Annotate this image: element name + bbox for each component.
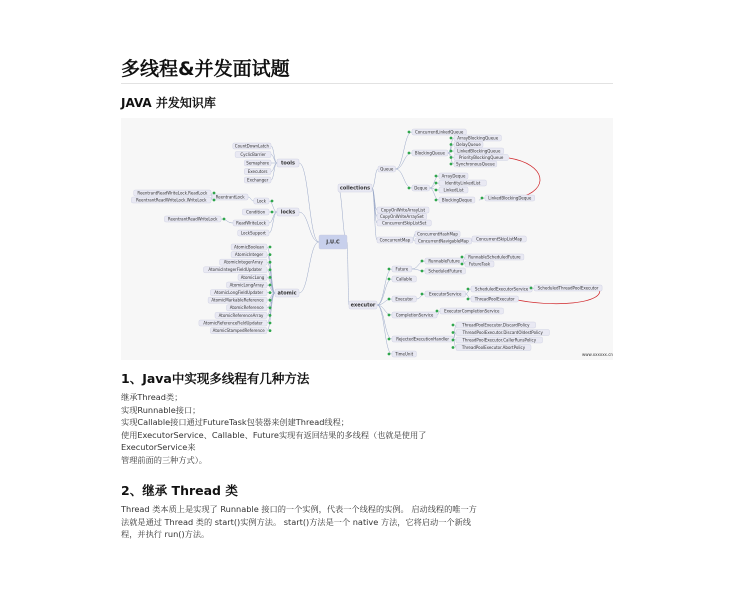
svg-text:SynchronousQueue: SynchronousQueue (455, 161, 495, 167)
bullet-icon (450, 143, 453, 146)
svg-text:executor: executor (350, 302, 376, 309)
svg-text:ReentrantReadWriteLock.WriteLo: ReentrantReadWriteLock.WriteLock (135, 197, 207, 203)
node-delayqueue (450, 142, 483, 148)
svg-text:AtomicLongFieldUpdater: AtomicLongFieldUpdater (214, 290, 264, 295)
svg-text:BlockingDeque: BlockingDeque (441, 197, 472, 203)
svg-text:ThreadPoolExecutor.AbortPolicy: ThreadPoolExecutor.AbortPolicy (461, 344, 526, 350)
node-concurrentmap (377, 237, 413, 243)
node-runnablefuture (421, 258, 464, 264)
node-callable (388, 276, 417, 282)
svg-text:ArrayBlockingQueue: ArrayBlockingQueue (457, 135, 499, 141)
svg-text:Condition: Condition (246, 209, 266, 215)
diagram-watermark: www.xxxxxx.cn (582, 352, 613, 357)
bullet-icon (269, 299, 272, 302)
relation-arrow (509, 158, 540, 198)
node-atomicboolean (231, 244, 271, 250)
bullet-icon (452, 331, 455, 334)
section-2-line: 法就是通过 Thread 类的 start()实例方法。 start()方法是一个 native 方法，它将启动一个新线 (121, 516, 471, 527)
bullet-icon (421, 270, 424, 273)
section-1-line: 管理前面的三种方式）。 (121, 454, 207, 465)
bullet-icon (530, 287, 533, 290)
bullet-icon (435, 175, 438, 178)
bullet-icon (435, 189, 438, 192)
node-blockingqueue (408, 150, 448, 156)
node-threadpoolexecutor-discardpolicy (452, 322, 536, 328)
svg-text:CyclicBarrier: CyclicBarrier (240, 151, 266, 157)
node-atomicintegerarray (220, 259, 272, 265)
node-cyclicbarrier (235, 152, 271, 158)
node-rejectedexecutionhandler (388, 336, 454, 342)
bullet-icon (450, 156, 453, 159)
node-condition (242, 209, 273, 215)
node-scheduledexecutorservice (467, 286, 533, 292)
svg-text:AtomicLong: AtomicLong (240, 274, 265, 280)
svg-text:ReentrantReadWriteLock: ReentrantReadWriteLock (167, 216, 218, 222)
node-blockingdeque (435, 197, 475, 203)
node-atomicmarkablereference (208, 297, 271, 303)
svg-text:ConcurrentMap: ConcurrentMap (379, 237, 411, 243)
svg-text:ReentrantLock: ReentrantLock (215, 194, 245, 200)
svg-text:ReentrantReadWriteLock.ReadLoc: ReentrantReadWriteLock.ReadLock (137, 190, 208, 196)
svg-text:ScheduledExecutorService: ScheduledExecutorService (474, 286, 529, 292)
svg-text:BlockingQueue: BlockingQueue (414, 150, 446, 156)
section-1-line: 实现Callable接口通过FutureTask包装器来创建Thread线程； (121, 417, 349, 427)
node-arraydeque (435, 173, 468, 179)
svg-text:LinkedList: LinkedList (443, 187, 464, 193)
juc-mindmap (121, 118, 613, 360)
node-semaphore (244, 160, 271, 166)
node-atomicreferencearray (215, 312, 271, 318)
bullet-icon (271, 211, 274, 214)
node-reentrantreadwritelock (164, 216, 225, 222)
bullet-icon (461, 263, 464, 266)
bullet-icon (269, 322, 272, 325)
node-atomicinteger (231, 252, 271, 258)
page-subtitle: JAVA 并发知识库 (121, 96, 216, 110)
bullet-icon (269, 284, 272, 287)
bullet-icon (467, 298, 470, 301)
svg-text:Callable: Callable (396, 276, 413, 282)
page-title: 多线程&并发面试题 (121, 58, 290, 80)
svg-text:ThreadPoolExecutor.DiscardOlde: ThreadPoolExecutor.DiscardOldestPolicy (462, 329, 543, 335)
svg-text:ReadWriteLock: ReadWriteLock (236, 220, 266, 226)
bullet-icon (435, 199, 438, 202)
svg-text:RunnableFuture: RunnableFuture (428, 258, 460, 264)
svg-text:ThreadPoolExecutor: ThreadPoolExecutor (474, 296, 515, 302)
svg-text:atomic: atomic (277, 290, 297, 297)
svg-text:AtomicBoolean: AtomicBoolean (234, 244, 265, 250)
svg-text:PriorityBlockingQueue: PriorityBlockingQueue (458, 154, 504, 160)
svg-text:ThreadPoolExecutor.CallerRunsP: ThreadPoolExecutor.CallerRunsPolicy (462, 337, 537, 343)
bullet-icon (481, 197, 484, 200)
svg-text:Exchanger: Exchanger (247, 177, 269, 183)
bullet-icon (435, 182, 438, 185)
svg-text:ConcurrentNavigableMap: ConcurrentNavigableMap (417, 238, 469, 244)
svg-text:ThreadPoolExecutor.DiscardPoli: ThreadPoolExecutor.DiscardPolicy (462, 322, 530, 328)
bullet-icon (388, 314, 391, 317)
node-priorityblockingqueue (450, 155, 509, 161)
section-2-line: 程，并执行 run()方法。 (121, 529, 210, 539)
bullet-icon (436, 310, 439, 313)
node-queue (378, 166, 396, 172)
section-2-heading: 2、继承 Thread 类 (121, 483, 238, 498)
node-identitylinkedlist (435, 180, 487, 186)
bullet-icon (213, 199, 216, 202)
bullet-icon (421, 293, 424, 296)
svg-text:Lock: Lock (256, 198, 266, 204)
bullet-icon (269, 329, 272, 332)
node-atomicintegerfieldupdater (204, 267, 272, 273)
node-linkedlist (435, 187, 468, 193)
node-completionservice (388, 312, 438, 318)
bullet-icon (271, 200, 274, 203)
svg-text:LinkedBlockingDeque: LinkedBlockingDeque (488, 195, 532, 201)
bullet-icon (388, 278, 391, 281)
node-reentrantlock (212, 194, 248, 200)
node-executor (388, 296, 417, 302)
section-2-body (121, 503, 491, 541)
bullet-icon (213, 192, 216, 195)
bullet-icon (452, 346, 455, 349)
node-linkedblockingqueue (450, 148, 504, 154)
svg-text:AtomicIntegerFieldUpdater: AtomicIntegerFieldUpdater (208, 267, 263, 273)
svg-text:ScheduledThreadPoolExecutor: ScheduledThreadPoolExecutor (537, 285, 599, 291)
node-executorservice (421, 291, 466, 297)
node-threadpoolexecutor-discardoldestpolicy (452, 330, 550, 336)
branch-tools (277, 159, 299, 167)
svg-text:AtomicStampedReference: AtomicStampedReference (212, 328, 265, 333)
node-atomiclongarray (227, 282, 272, 288)
section-1-line: 继承Thread类； (121, 392, 183, 402)
svg-text:J.U.C: J.U.C (326, 239, 340, 246)
node-reentrantreadwritelock-writelock (131, 197, 215, 203)
svg-text:Executors: Executors (247, 168, 268, 174)
svg-text:collections: collections (339, 185, 371, 192)
bullet-icon (461, 256, 464, 259)
branch-atomic (275, 289, 299, 297)
svg-text:AtomicReferenceFieldUpdater: AtomicReferenceFieldUpdater (203, 320, 263, 326)
node-copyonwritearrayset (377, 214, 427, 220)
bullet-icon (269, 291, 272, 294)
bullet-icon (269, 276, 272, 279)
node-threadpoolexecutor (467, 296, 519, 302)
node-concurrenthashmap (415, 231, 460, 237)
bullet-icon (450, 150, 453, 153)
svg-text:TimeUnit: TimeUnit (395, 351, 414, 357)
svg-text:Deque: Deque (414, 185, 428, 191)
mindmap-svg (121, 118, 613, 360)
bullet-icon (269, 261, 272, 264)
section-1-line: 实现Runnable接口； (121, 404, 201, 415)
bullet-icon (450, 163, 453, 166)
section-1-heading: 1、Java中实现多线程有几种方法 (121, 371, 310, 386)
svg-text:DelayQueue: DelayQueue (456, 141, 481, 147)
svg-text:AtomicReferenceArray: AtomicReferenceArray (218, 312, 264, 318)
node-executorcompletionservice (436, 308, 504, 314)
title-divider (121, 83, 613, 84)
svg-text:ExecutorCompletionService: ExecutorCompletionService (444, 308, 500, 314)
svg-text:tools: tools (281, 160, 295, 167)
svg-text:CountDownLatch: CountDownLatch (234, 143, 270, 149)
bullet-icon (269, 314, 272, 317)
node-linkedblockingdeque (481, 195, 535, 201)
bullet-icon (269, 306, 272, 309)
node-atomicreference (227, 305, 272, 311)
node-concurrentskiplistset (377, 220, 431, 226)
svg-text:FutureTask: FutureTask (468, 261, 491, 267)
bullet-icon (408, 152, 411, 155)
bullet-icon (452, 324, 455, 327)
svg-text:IdentityLinkedList: IdentityLinkedList (445, 180, 481, 186)
bullet-icon (269, 246, 272, 249)
svg-text:ArrayDeque: ArrayDeque (441, 173, 466, 179)
svg-text:Executor: Executor (395, 296, 414, 302)
node-runnablescheduledfuture (461, 254, 524, 260)
branch-collections (338, 184, 372, 192)
svg-text:locks: locks (280, 209, 296, 216)
bullet-icon (388, 268, 391, 271)
svg-text:ConcurrentHashMap: ConcurrentHashMap (417, 231, 458, 237)
svg-text:CopyOnWriteArraySet: CopyOnWriteArraySet (379, 213, 424, 219)
svg-text:LockSupport: LockSupport (240, 230, 266, 236)
svg-text:ExecutorService: ExecutorService (429, 291, 462, 297)
svg-text:CompletionService: CompletionService (395, 312, 434, 318)
node-locksupport (238, 230, 269, 236)
node-concurrentnavigablemap (415, 238, 472, 244)
svg-text:RejectedExecutionHandler: RejectedExecutionHandler (396, 336, 449, 342)
section-1-body (121, 391, 491, 466)
bullet-icon (452, 339, 455, 342)
svg-text:Semaphore: Semaphore (246, 160, 270, 166)
svg-text:Future: Future (395, 266, 409, 272)
svg-text:ScheduledFuture: ScheduledFuture (428, 268, 463, 274)
node-reentrantreadwritelock-readlock (134, 190, 216, 196)
svg-text:AtomicMarkableReference: AtomicMarkableReference (211, 297, 264, 303)
bullet-icon (421, 260, 424, 263)
node-scheduledthreadpoolexecutor (530, 285, 603, 291)
node-concurrentlinkedqueue (408, 129, 467, 135)
node-exchanger (244, 177, 271, 183)
node-threadpoolexecutor-callerrunspolicy (452, 337, 543, 343)
node-atomicstampedreference (210, 328, 271, 334)
svg-text:ConcurrentSkipListSet: ConcurrentSkipListSet (382, 220, 427, 226)
center-node-juc (319, 235, 347, 249)
node-atomicreferencefieldupdater (199, 320, 272, 326)
svg-text:ConcurrentSkipListMap: ConcurrentSkipListMap (476, 236, 523, 242)
section-2-line: Thread 类本质上是实现了 Runnable 接口的一个实例，代表一个线程的实例。 启动线程的唯一方 (121, 504, 477, 514)
bullet-icon (269, 268, 272, 271)
node-atomiclong (238, 274, 271, 280)
bullet-icon (408, 131, 411, 134)
svg-text:ConcurrentLinkedQueue: ConcurrentLinkedQueue (414, 129, 464, 135)
node-atomiclongfieldupdater (210, 290, 271, 296)
node-synchronousqueue (450, 161, 497, 167)
bullet-icon (388, 298, 391, 301)
bullet-icon (467, 288, 470, 291)
node-threadpoolexecutor-abortpolicy (452, 345, 531, 351)
node-countdownlatch (233, 143, 271, 149)
branch-locks (277, 208, 299, 216)
bullet-icon (388, 353, 391, 356)
node-copyonwritearraylist (377, 207, 429, 213)
svg-text:LinkedBlockingQueue: LinkedBlockingQueue (457, 148, 501, 154)
node-timeunit (388, 351, 417, 357)
node-executors (244, 169, 271, 175)
node-futuretask (461, 261, 494, 267)
bullet-icon (223, 218, 226, 221)
svg-text:AtomicLongArray: AtomicLongArray (229, 282, 264, 288)
node-arrayblockingqueue (450, 135, 502, 141)
svg-text:AtomicIntegerArray: AtomicIntegerArray (223, 259, 263, 265)
svg-text:AtomicInteger: AtomicInteger (234, 252, 264, 257)
bullet-icon (388, 338, 391, 341)
bullet-icon (269, 253, 272, 256)
branch-executor (349, 301, 377, 309)
svg-text:CopyOnWriteArrayList: CopyOnWriteArrayList (380, 207, 426, 213)
svg-text:AtomicReference: AtomicReference (229, 305, 264, 311)
bullet-icon (450, 137, 453, 140)
node-readwritelock (233, 220, 269, 226)
bullet-icon (408, 187, 411, 190)
svg-text:Queue: Queue (380, 166, 394, 172)
node-lock (254, 198, 274, 204)
svg-text:RunnableScheduledFuture: RunnableScheduledFuture (468, 254, 521, 260)
node-concurrentskiplistmap (472, 236, 526, 242)
node-scheduledfuture (421, 268, 466, 274)
section-1-line: 使用ExecutorService、Callable、Future实现有返回结果的多线程（也就是使用了ExecutorService来 (121, 429, 427, 452)
